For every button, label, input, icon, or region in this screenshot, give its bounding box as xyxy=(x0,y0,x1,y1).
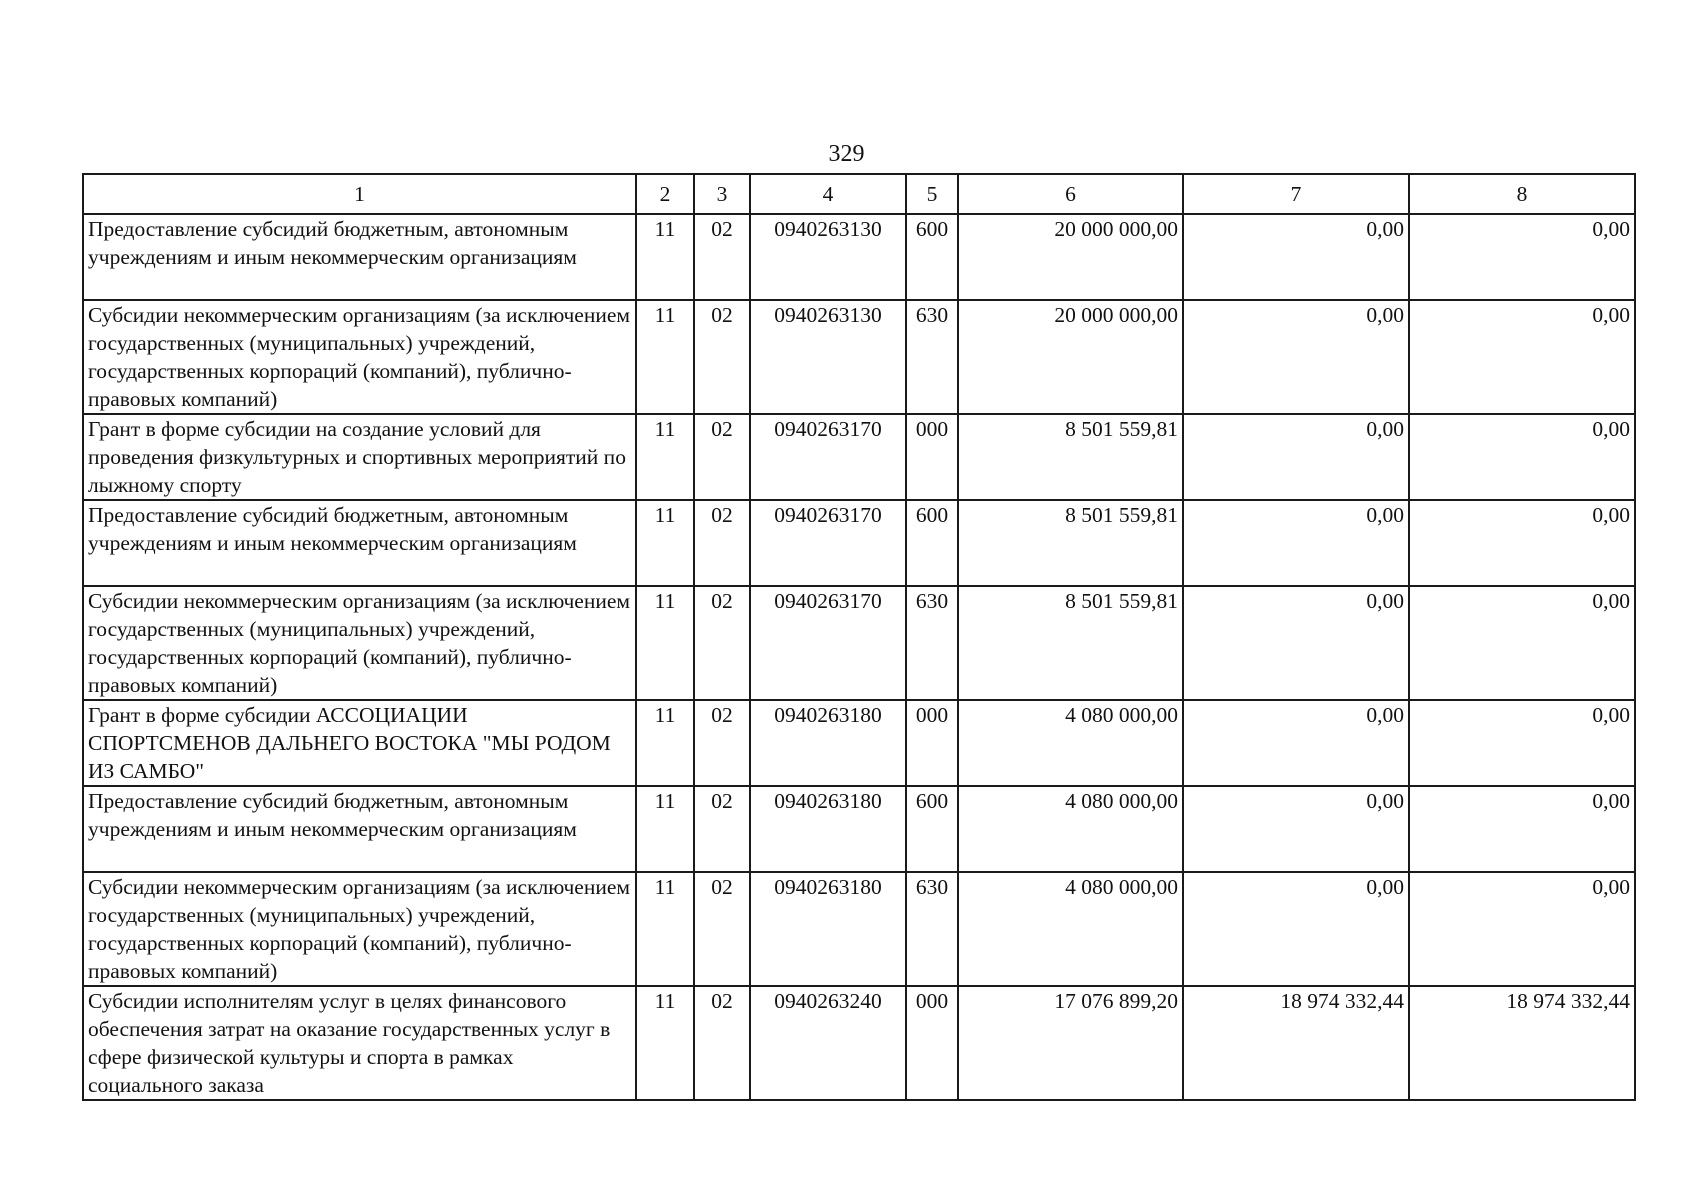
subsection-code: 02 xyxy=(694,300,750,414)
amount-col-7: 0,00 xyxy=(1183,414,1409,500)
column-header: 3 xyxy=(694,174,750,214)
table-row xyxy=(83,414,1635,500)
table-row xyxy=(83,700,1635,786)
row-name: Субсидии некоммерческим организациям (за исключением государственных (муниципальных) учреждений, государственных корпораций (компаний), публично-правовых компаний) xyxy=(83,300,636,414)
column-header: 8 xyxy=(1409,174,1635,214)
amount-col-8: 0,00 xyxy=(1409,214,1635,300)
target-article-code: 0940263130 xyxy=(750,300,906,414)
expense-type-code: 600 xyxy=(906,786,958,872)
expense-type-code: 000 xyxy=(906,986,958,1100)
subsection-code: 02 xyxy=(694,214,750,300)
subsection-code: 02 xyxy=(694,986,750,1100)
amount-col-8: 0,00 xyxy=(1409,700,1635,786)
column-header: 7 xyxy=(1183,174,1409,214)
table-row xyxy=(83,986,1635,1100)
amount-col-7: 0,00 xyxy=(1183,700,1409,786)
expense-type-code: 000 xyxy=(906,700,958,786)
amount-col-7: 0,00 xyxy=(1183,300,1409,414)
target-article-code: 0940263180 xyxy=(750,700,906,786)
budget-table xyxy=(82,173,1636,1101)
table-row xyxy=(83,872,1635,986)
section-code: 11 xyxy=(636,300,694,414)
column-header: 5 xyxy=(906,174,958,214)
table-row xyxy=(83,586,1635,700)
subsection-code: 02 xyxy=(694,586,750,700)
subsection-code: 02 xyxy=(694,700,750,786)
table-row xyxy=(83,786,1635,872)
amount-col-7: 0,00 xyxy=(1183,872,1409,986)
row-name: Предоставление субсидий бюджетным, автономным учреждениям и иным некоммерческим организациям xyxy=(83,500,636,586)
section-code: 11 xyxy=(636,414,694,500)
header-row xyxy=(83,174,1635,214)
amount-col-6: 20 000 000,00 xyxy=(958,214,1183,300)
section-code: 11 xyxy=(636,586,694,700)
amount-col-6: 8 501 559,81 xyxy=(958,500,1183,586)
target-article-code: 0940263170 xyxy=(750,414,906,500)
amount-col-8: 0,00 xyxy=(1409,500,1635,586)
amount-col-8: 0,00 xyxy=(1409,872,1635,986)
column-header: 6 xyxy=(958,174,1183,214)
section-code: 11 xyxy=(636,700,694,786)
target-article-code: 0940263130 xyxy=(750,214,906,300)
subsection-code: 02 xyxy=(694,872,750,986)
amount-col-6: 17 076 899,20 xyxy=(958,986,1183,1100)
column-header: 4 xyxy=(750,174,906,214)
expense-type-code: 630 xyxy=(906,586,958,700)
row-name: Субсидии некоммерческим организациям (за исключением государственных (муниципальных) учреждений, государственных корпораций (компаний), публично-правовых компаний) xyxy=(83,872,636,986)
row-name: Грант в форме субсидии на создание условий для проведения физкультурных и спортивных мероприятий по лыжному спорту xyxy=(83,414,636,500)
subsection-code: 02 xyxy=(694,414,750,500)
subsection-code: 02 xyxy=(694,786,750,872)
amount-col-7: 0,00 xyxy=(1183,214,1409,300)
target-article-code: 0940263170 xyxy=(750,586,906,700)
target-article-code: 0940263180 xyxy=(750,872,906,986)
row-name: Субсидии исполнителям услуг в целях финансового обеспечения затрат на оказание государственных услуг в сфере физической культуры и спорта в рамках социального заказа xyxy=(83,986,636,1100)
amount-col-8: 0,00 xyxy=(1409,586,1635,700)
row-name: Грант в форме субсидии АССОЦИАЦИИ СПОРТСМЕНОВ ДАЛЬНЕГО ВОСТОКА "МЫ РОДОМ ИЗ САМБО" xyxy=(83,700,636,786)
expense-type-code: 600 xyxy=(906,214,958,300)
amount-col-6: 4 080 000,00 xyxy=(958,872,1183,986)
table-row xyxy=(83,500,1635,586)
amount-col-8: 18 974 332,44 xyxy=(1409,986,1635,1100)
amount-col-6: 8 501 559,81 xyxy=(958,586,1183,700)
amount-col-7: 0,00 xyxy=(1183,786,1409,872)
amount-col-8: 0,00 xyxy=(1409,414,1635,500)
section-code: 11 xyxy=(636,786,694,872)
section-code: 11 xyxy=(636,986,694,1100)
column-header: 2 xyxy=(636,174,694,214)
row-name: Субсидии некоммерческим организациям (за исключением государственных (муниципальных) учреждений, государственных корпораций (компаний), публично-правовых компаний) xyxy=(83,586,636,700)
section-code: 11 xyxy=(636,214,694,300)
page-number: 329 xyxy=(828,141,865,167)
amount-col-7: 0,00 xyxy=(1183,500,1409,586)
target-article-code: 0940263180 xyxy=(750,786,906,872)
amount-col-8: 0,00 xyxy=(1409,300,1635,414)
amount-col-8: 0,00 xyxy=(1409,786,1635,872)
expense-type-code: 600 xyxy=(906,500,958,586)
amount-col-6: 8 501 559,81 xyxy=(958,414,1183,500)
row-name: Предоставление субсидий бюджетным, автономным учреждениям и иным некоммерческим организациям xyxy=(83,214,636,300)
target-article-code: 0940263170 xyxy=(750,500,906,586)
amount-col-7: 0,00 xyxy=(1183,586,1409,700)
amount-col-6: 4 080 000,00 xyxy=(958,786,1183,872)
amount-col-7: 18 974 332,44 xyxy=(1183,986,1409,1100)
section-code: 11 xyxy=(636,500,694,586)
target-article-code: 0940263240 xyxy=(750,986,906,1100)
amount-col-6: 20 000 000,00 xyxy=(958,300,1183,414)
amount-col-6: 4 080 000,00 xyxy=(958,700,1183,786)
column-header: 1 xyxy=(83,174,636,214)
subsection-code: 02 xyxy=(694,500,750,586)
expense-type-code: 630 xyxy=(906,872,958,986)
table-row xyxy=(83,214,1635,300)
row-name: Предоставление субсидий бюджетным, автономным учреждениям и иным некоммерческим организациям xyxy=(83,786,636,872)
section-code: 11 xyxy=(636,872,694,986)
table-row xyxy=(83,300,1635,414)
expense-type-code: 630 xyxy=(906,300,958,414)
expense-type-code: 000 xyxy=(906,414,958,500)
